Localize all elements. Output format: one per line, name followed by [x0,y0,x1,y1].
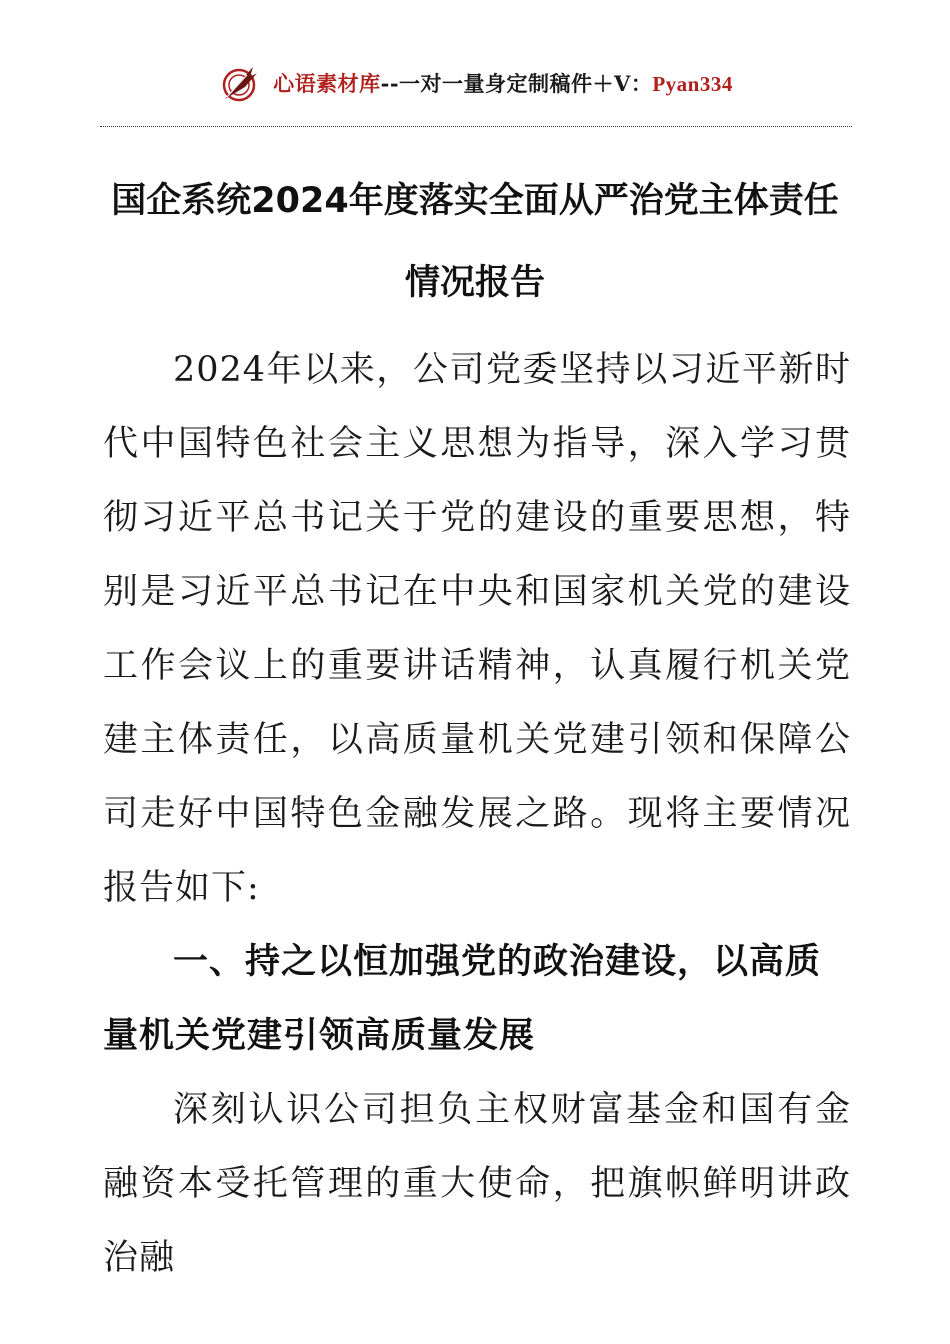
document-body [103,333,851,1295]
section-heading-1: 一、持之以恒加强党的政治建设，以高质量机关党建引领高质量发展 [103,942,822,1056]
document-title [100,160,850,324]
section-1-paragraph: 深刻认识公司担负主权财富基金和国有金融资本受托管理的重大使命，把旗帜鲜明讲政治融 [103,1090,851,1278]
header-slogan: --一对一量身定制稿件＋V： [380,71,653,96]
header-divider [100,126,852,127]
brand-name: 心语素材库 [273,71,381,96]
header-text [273,68,733,98]
page-header [0,58,950,108]
intro-paragraph: 2024年以来，公司党委坚持以习近平新时代中国特色社会主义思想为指导，深入学习贯彻习近平总书记关于党的建设的重要思想，特别是习近平总书记在中央和国家机关党的建设工作会议上的重要讲话精神，认真履行机关党建主体责任，以高质量机关党建引领和保障公司走好中国特色金融发展之路。现将主要情况报告如下: [103,350,851,908]
quill-pen-logo-icon [217,61,261,105]
title-line-2: 情况报告 [404,263,545,303]
contact-id: Pyan334 [652,72,733,96]
title-line-1: 国企系统2024年度落实全面从严治党主体责任 [111,181,839,221]
